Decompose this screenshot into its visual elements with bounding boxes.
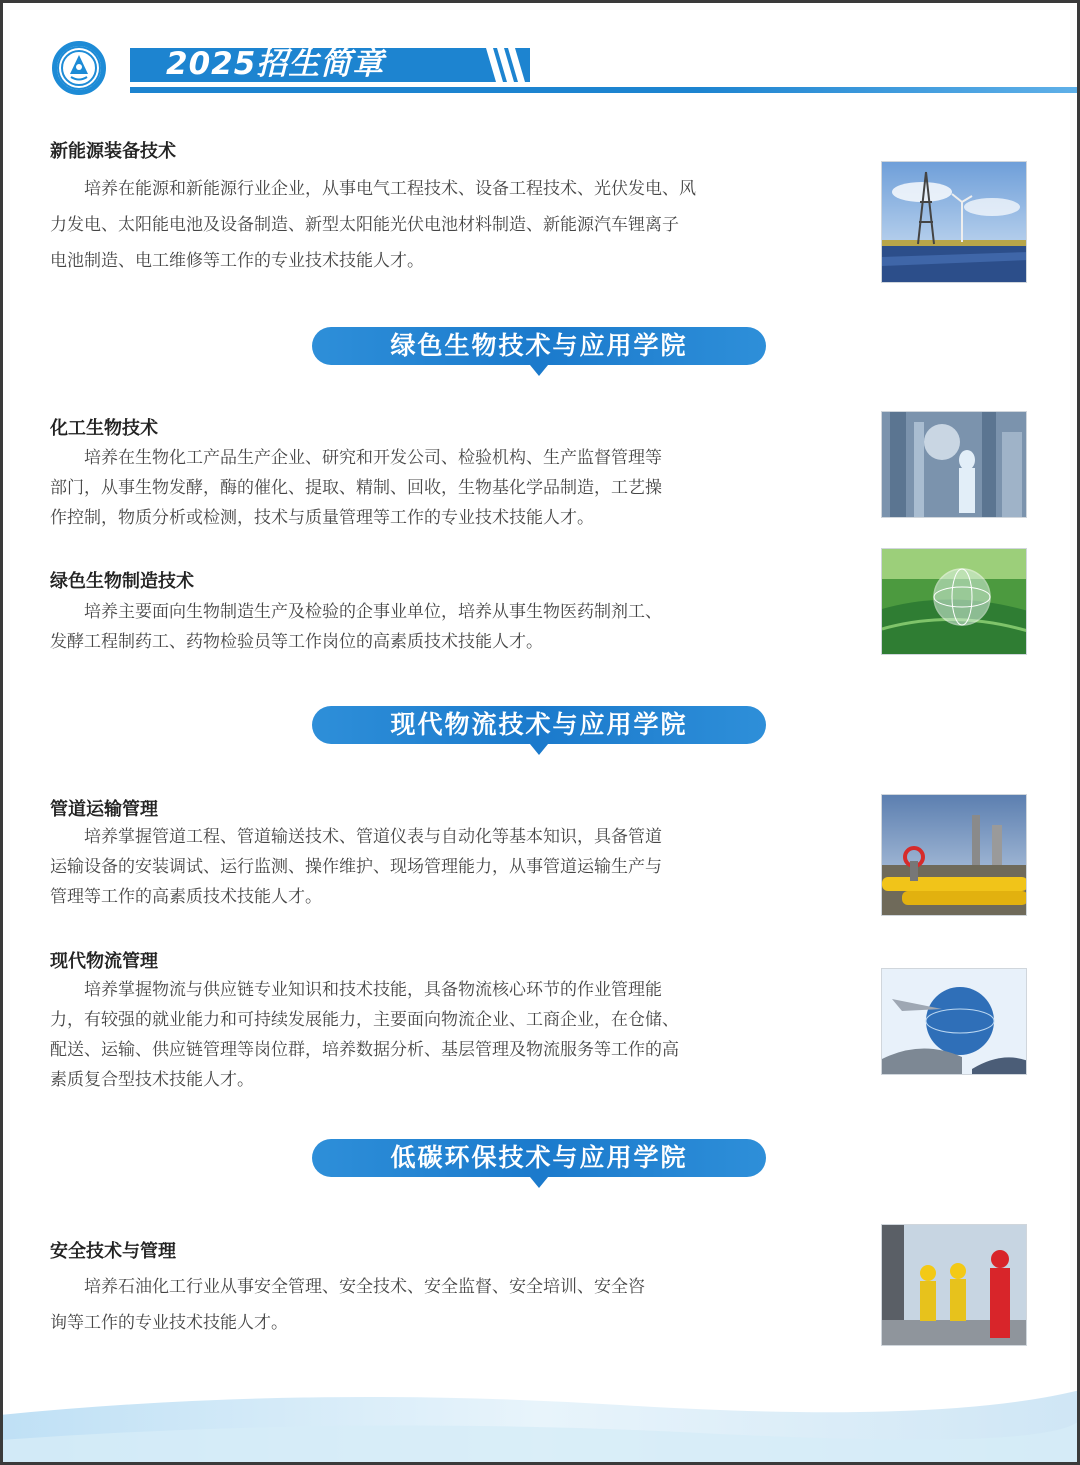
header-underline (130, 87, 1077, 93)
program-desc-modern-logistics: 培养掌握物流与供应链专业知识和技术技能，具备物流核心环节的作业管理能 力，有较强的就业能力和可持续发展能力，主要面向物流企业、工商企业，在仓储、 配送、运输、供应链管理等岗位群，培养数据分析、基层管理及物流服务等工作的高 素质复合型技术技能人才。 (50, 980, 679, 1090)
college-title-low-carbon: 低碳环保技术与应用学院 (390, 1143, 688, 1172)
safety-workers-photo (881, 1224, 1027, 1346)
program-title-chem-bio: 化工生物技术 (50, 418, 158, 439)
program-title-modern-logistics: 现代物流管理 (50, 951, 158, 972)
college-banner-logistics (312, 706, 766, 744)
pill-pointer (530, 365, 548, 376)
program-desc-safety: 培养石油化工行业从事安全管理、安全技术、安全监督、安全培训、安全咨 询等工作的专业技术技能人才。 (50, 1277, 645, 1333)
lab-technician-photo (881, 411, 1027, 518)
college-title-logistics: 现代物流技术与应用学院 (390, 710, 688, 739)
program-desc-pipeline: 培养掌握管道工程、管道输送技术、管道仪表与自动化等基本知识，具备管道 运输设备的安装调试、运行监测、操作维护、现场管理能力，从事管道运输生产与 管理等工作的高素质技术技能人才。 (50, 827, 662, 907)
logistics-globe-photo (881, 968, 1027, 1075)
program-desc-chem-bio: 培养在生物化工产品生产企业、研究和开发公司、检验机构、生产监督管理等 部门，从事生物发酵，酶的催化、提取、精制、回收，生物基化学品制造，工艺操 作控制，物质分析或检测，技术与质量管理等工作的专业技术技能人才。 (50, 448, 662, 528)
green-globe-field-photo (881, 548, 1027, 655)
page-title: 2025招生简章 (166, 46, 385, 82)
program-title-green-bio-mfg: 绿色生物制造技术 (50, 571, 194, 592)
program-title-pipeline: 管道运输管理 (50, 799, 158, 820)
pill-pointer (530, 744, 548, 755)
bottom-wave-decoration (0, 1375, 1080, 1465)
yellow-pipeline-photo (881, 794, 1027, 916)
power-tower-solar-photo (881, 161, 1027, 283)
program-title-safety: 安全技术与管理 (50, 1241, 176, 1262)
school-logo (52, 41, 106, 95)
pill-pointer (530, 1177, 548, 1188)
college-banner-green-bio (312, 327, 766, 365)
program-desc-green-bio-mfg: 培养主要面向生物制造生产及检验的企事业单位，培养从事生物医药制剂工、 发酵工程制药工、药物检验员等工作岗位的高素质技术技能人才。 (50, 602, 662, 652)
program-title-new-energy: 新能源装备技术 (50, 141, 176, 162)
college-banner-low-carbon (312, 1139, 766, 1177)
program-desc-new-energy: 培养在能源和新能源行业企业，从事电气工程技术、设备工程技术、光伏发电、风 力发电、太阳能电池及设备制造、新型太阳能光伏电池材料制造、新能源汽车锂离子 电池制造、电工维修等工作的专业技术技能人才。 (50, 179, 696, 271)
college-title-green-bio: 绿色生物技术与应用学院 (390, 331, 688, 360)
banner-stripes-decoration (486, 48, 530, 82)
